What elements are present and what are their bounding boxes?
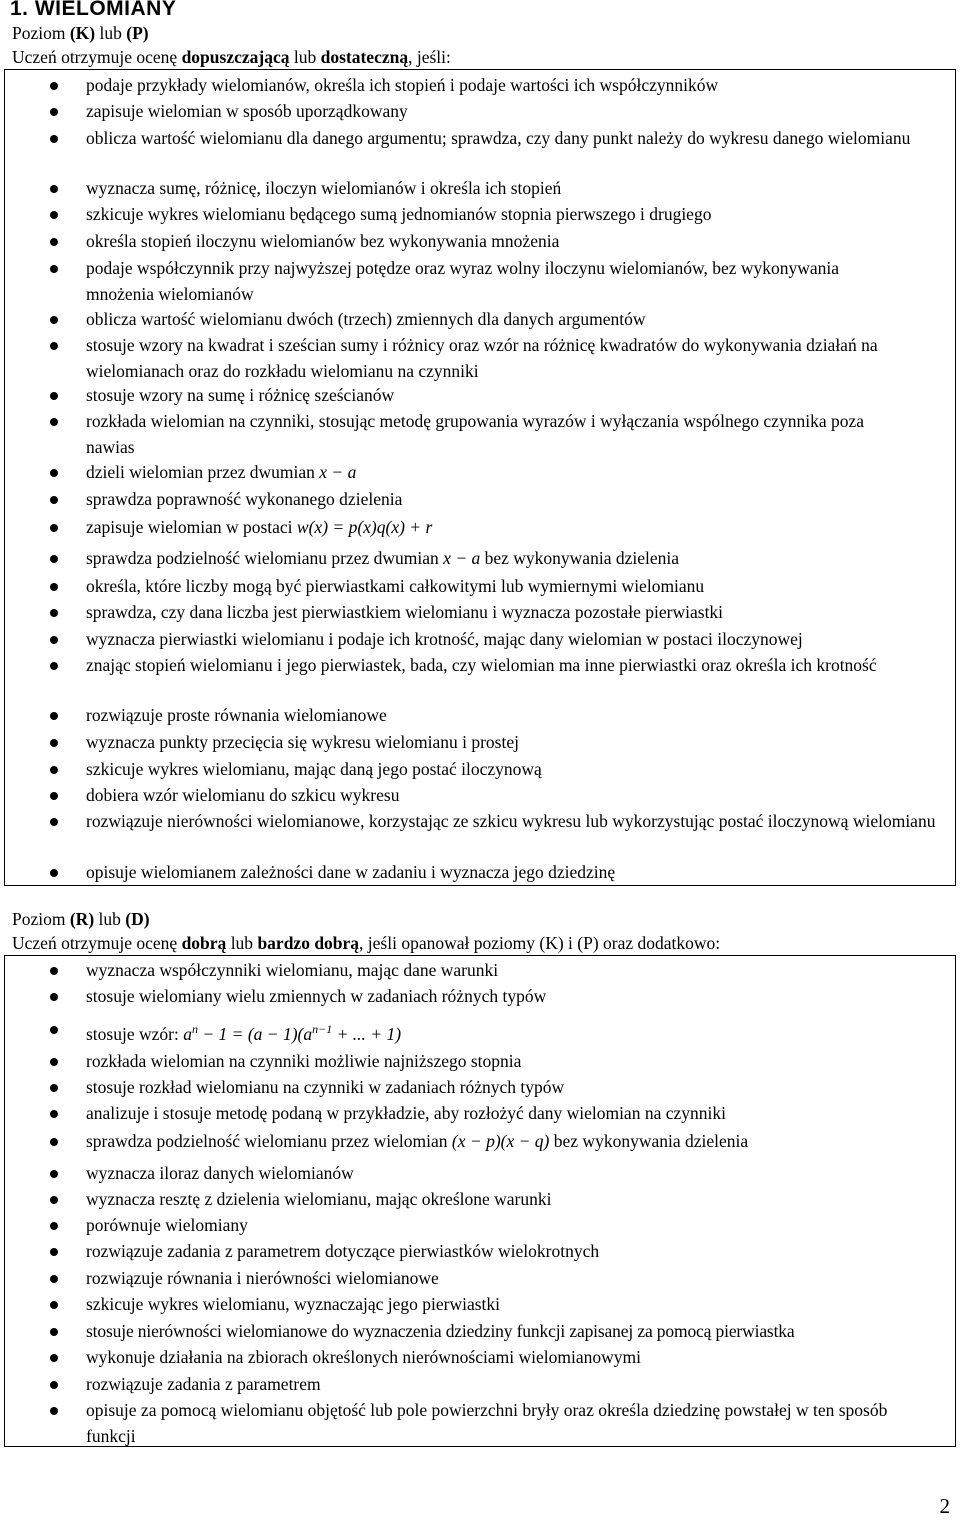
formula-an-minus-1: [183, 1024, 401, 1044]
list-item: [86, 1100, 952, 1126]
list-item: [86, 1265, 952, 1291]
page-number: 2: [939, 1494, 950, 1518]
intro-mid: lub: [226, 933, 258, 953]
item-text: podaje współczynnik przy najwyższej potędze oraz wyraz wolny iloczynu wielomianów, bez wykonywania mnożenia wielomianów: [86, 258, 840, 304]
item-text: opisuje wielomianem zależności dane w zadaniu i wyznacza jego dziedzinę: [86, 862, 616, 882]
formula-x-minus-a: x − a: [319, 462, 357, 482]
item-text-main: stosuje wzór:: [86, 1023, 179, 1044]
item-text: opisuje za pomocą wielomianu objętość lub pole powierzchni bryły oraz określa dziedzinę powstałej w ten sposób funkcji: [86, 1400, 888, 1446]
bullet-icon: [50, 818, 58, 826]
level-d: (D): [125, 909, 150, 929]
list-item: [86, 652, 952, 678]
bullet-icon: [50, 1084, 58, 1092]
intro-prefix: Uczeń otrzymuje ocenę: [12, 933, 182, 953]
grade-dostateczna: dostateczną: [320, 47, 409, 67]
bullet-icon: [50, 418, 58, 426]
item-text: rozwiązuje nierówności wielomianowe, korzystając ze szkicu wykresu lub wykorzystując postać iloczynową wielomianu: [86, 811, 936, 831]
bullet-icon: [50, 1381, 58, 1389]
list-item: [86, 599, 952, 625]
item-text: [86, 545, 952, 571]
bullet-icon: [50, 496, 58, 504]
item-text: stosuje nierówności wielomianowe do wyznaczenia dziedziny funkcji zapisanej za pomocą pierwiastka: [86, 1321, 795, 1341]
bullet-icon: [50, 1196, 58, 1204]
bullet-icon: [50, 555, 58, 563]
list-item: [86, 228, 952, 254]
bullet-icon: [50, 739, 58, 747]
bullet-icon: [50, 662, 58, 670]
item-text: rozkłada wielomian na czynniki możliwie najniższego stopnia: [86, 1051, 522, 1071]
bullet-icon: [50, 869, 58, 877]
formula-x-minus-a: x − a: [443, 548, 481, 568]
bullet-icon: [50, 524, 58, 532]
bullet-icon: [50, 1275, 58, 1283]
bullet-icon: [50, 1354, 58, 1362]
bullet-icon: [50, 1170, 58, 1178]
list-item: [86, 408, 900, 460]
intro-mid: lub: [289, 47, 321, 67]
intro-line-1: [12, 45, 451, 69]
item-text: [86, 459, 952, 485]
item-text: szkicuje wykres wielomianu, mając daną jego postać iloczynową: [86, 759, 542, 779]
list-item: [86, 756, 952, 782]
item-text: rozwiązuje zadania z parametrem: [86, 1374, 321, 1394]
grade-dobra: dobrą: [181, 933, 227, 953]
bullet-icon: [50, 766, 58, 774]
item-text: szkicuje wykres wielomianu, wyznaczając jego pierwiastki: [86, 1294, 501, 1314]
level-k: (K): [69, 23, 96, 43]
item-text: stosuje wzory na sumę i różnicę sześcianów: [86, 385, 395, 405]
list-item: [86, 1016, 952, 1047]
item-text-main: zapisuje wielomian w postaci: [86, 517, 293, 537]
bullet-icon: [50, 1138, 58, 1146]
item-text: [86, 1128, 952, 1154]
item-text: rozwiązuje proste równania wielomianowe: [86, 705, 387, 725]
item-text-tail: bez wykonywania dzielenia: [484, 548, 679, 568]
list-item: [86, 382, 952, 408]
list-item: [86, 1238, 952, 1264]
list-item: [86, 1318, 952, 1344]
formula-exp-n: n: [191, 1022, 198, 1036]
bullet-icon: [50, 1026, 58, 1034]
intro-suffix: , jeśli opanował poziomy (K) i (P) oraz dodatkowo:: [359, 933, 721, 953]
item-text: dobiera wzór wielomianu do szkicu wykresu: [86, 785, 400, 805]
list-item: [86, 702, 952, 728]
item-text-main: sprawdza podzielność wielomianu przez wielomian: [86, 1131, 448, 1151]
bullet-icon: [50, 1301, 58, 1309]
item-text: rozwiązuje równania i nierówności wielomianowe: [86, 1268, 439, 1288]
intro-prefix: Uczeń otrzymuje ocenę: [12, 47, 182, 67]
bullet-icon: [50, 211, 58, 219]
formula-base: a: [183, 1023, 192, 1044]
list-item: [86, 201, 952, 227]
list-item: [86, 859, 952, 885]
bullet-icon: [50, 993, 58, 1001]
formula-xp-xq: (x − p)(x − q): [451, 1131, 550, 1151]
bullet-icon: [50, 342, 58, 350]
level-mid: lub: [94, 909, 126, 929]
bullet-icon: [50, 265, 58, 273]
list-item: [86, 1397, 936, 1449]
item-text-main: dzieli wielomian przez dwumian: [86, 462, 315, 482]
item-text: rozwiązuje zadania z parametrem dotyczące pierwiastków wielokrotnych: [86, 1241, 600, 1261]
bullet-icon: [50, 583, 58, 591]
list-item: [86, 306, 952, 332]
list-item: [86, 1074, 952, 1100]
bullet-icon: [50, 108, 58, 116]
bullet-icon: [50, 1058, 58, 1066]
list-item: [86, 1128, 952, 1154]
list-item: [86, 175, 952, 201]
formula-remainder: w(x) = p(x)q(x) + r: [296, 517, 433, 537]
item-text: wyznacza sumę, różnicę, iloczyn wielomianów i określa ich stopień: [86, 178, 562, 198]
formula-end: + ... + 1): [332, 1023, 402, 1044]
list-item: [86, 957, 952, 983]
item-text: stosuje wielomiany wielu zmiennych w zadaniach różnych typów: [86, 986, 547, 1006]
item-text: wykonuje działania na zbiorach określonych nierównościami wielomianowymi: [86, 1347, 641, 1367]
bullet-icon: [50, 636, 58, 644]
intro-line-2: [12, 931, 720, 955]
bullet-icon: [50, 185, 58, 193]
item-text: wyznacza resztę z dzielenia wielomianu, mając określone warunki: [86, 1189, 552, 1209]
bullet-icon: [50, 82, 58, 90]
item-text: oblicza wartość wielomianu dla danego argumentu; sprawdza, czy dany punkt należy do wykresu danego wielomianu: [86, 128, 911, 148]
formula-exp-n1: n−1: [312, 1022, 333, 1036]
item-text: rozkłada wielomian na czynniki, stosując metodę grupowania wyrazów i wyłączania wspólnego czynnika poza nawias: [86, 411, 864, 457]
item-text: analizuje i stosuje metodę podaną w przykładzie, aby rozłożyć dany wielomian na czynniki: [86, 1103, 726, 1123]
list-item: [86, 545, 952, 571]
grade-bardzo-dobra: bardzo dobrą: [257, 933, 360, 953]
list-item: [86, 1371, 952, 1397]
item-text: wyznacza pierwiastki wielomianu i podaje ich krotność, mając dany wielomian w postaci iloczynowej: [86, 629, 803, 649]
list-item: [86, 514, 952, 540]
bullet-icon: [50, 967, 58, 975]
level-heading-1: [12, 21, 149, 45]
list-item: [86, 983, 952, 1009]
item-text-main: sprawdza podzielność wielomianu przez dwumian: [86, 548, 439, 568]
list-item: [86, 1186, 952, 1212]
list-item: [86, 1160, 952, 1186]
item-text-tail: bez wykonywania dzielenia: [553, 1131, 749, 1151]
item-text: wyznacza iloraz danych wielomianów: [86, 1163, 354, 1183]
list-item: [86, 98, 952, 124]
item-text: stosuje rozkład wielomianu na czynniki w zadaniach różnych typów: [86, 1077, 565, 1097]
bullet-icon: [50, 238, 58, 246]
list-item: [86, 729, 952, 755]
item-text: wyznacza współczynniki wielomianu, mając dane warunki: [86, 960, 499, 980]
intro-suffix: , jeśli:: [408, 47, 451, 67]
bullet-icon: [50, 1328, 58, 1336]
bullet-icon: [50, 135, 58, 143]
item-text: zapisuje wielomian w sposób uporządkowany: [86, 101, 408, 121]
list-item: [86, 1291, 952, 1317]
bullet-icon: [50, 1407, 58, 1415]
item-text: sprawdza poprawność wykonanego dzielenia: [86, 489, 403, 509]
item-text: [86, 514, 952, 540]
item-text: znając stopień wielomianu i jego pierwiastek, bada, czy wielomian ma inne pierwiastki oraz określa ich krotność: [86, 655, 877, 675]
item-text: stosuje wzory na kwadrat i sześcian sumy i różnicy oraz wzór na różnicę kwadratów do wykonywania działań na wielomianach oraz do rozkładu wielomianu na czynniki: [86, 335, 878, 381]
bullet-icon: [50, 609, 58, 617]
formula-middle: − 1 = (a − 1)(a: [197, 1023, 313, 1044]
bullet-icon: [50, 316, 58, 324]
bullet-icon: [50, 469, 58, 477]
list-item: [86, 1048, 952, 1074]
list-item: [86, 782, 952, 808]
level-mid: lub: [95, 23, 127, 43]
grade-dopuszczajaca: dopuszczającą: [181, 47, 290, 67]
level-prefix: Poziom: [12, 909, 70, 929]
item-text: określa, które liczby mogą być pierwiastkami całkowitymi lub wymiernymi wielomianu: [86, 576, 705, 596]
level-r: (R): [69, 909, 95, 929]
item-text: porównuje wielomiany: [86, 1215, 248, 1235]
list-item: [86, 1344, 952, 1370]
item-text: określa stopień iloczynu wielomianów bez wykonywania mnożenia: [86, 231, 560, 251]
item-text: wyznacza punkty przecięcia się wykresu wielomianu i prostej: [86, 732, 519, 752]
bullet-icon: [50, 792, 58, 800]
list-item: [86, 332, 952, 384]
bullet-icon: [50, 1222, 58, 1230]
list-item: [86, 808, 952, 834]
level-prefix: Poziom: [12, 23, 70, 43]
item-text: oblicza wartość wielomianu dwóch (trzech) zmiennych dla danych argumentów: [86, 309, 646, 329]
list-item: [86, 125, 954, 151]
bullet-icon: [50, 712, 58, 720]
list-item: [86, 1212, 952, 1238]
bullet-icon: [50, 1248, 58, 1256]
page-title: 1. WIELOMIANY: [10, 0, 177, 20]
list-item: [86, 626, 952, 652]
item-text: [86, 1016, 952, 1047]
list-item: [86, 573, 952, 599]
item-text: podaje przykłady wielomianów, określa ich stopień i podaje wartości ich współczynników: [86, 75, 719, 95]
bullet-icon: [50, 392, 58, 400]
list-item: [86, 459, 952, 485]
list-item: [86, 72, 952, 98]
list-item: [86, 255, 870, 307]
level-heading-2: [12, 907, 150, 931]
bullet-icon: [50, 1110, 58, 1118]
item-text: sprawdza, czy dana liczba jest pierwiastkiem wielomianu i wyznacza pozostałe pierwiastki: [86, 602, 724, 622]
item-text: szkicuje wykres wielomianu będącego sumą jednomianów stopnia pierwszego i drugiego: [86, 204, 712, 224]
level-p: (P): [126, 23, 149, 43]
list-item: [86, 486, 952, 512]
